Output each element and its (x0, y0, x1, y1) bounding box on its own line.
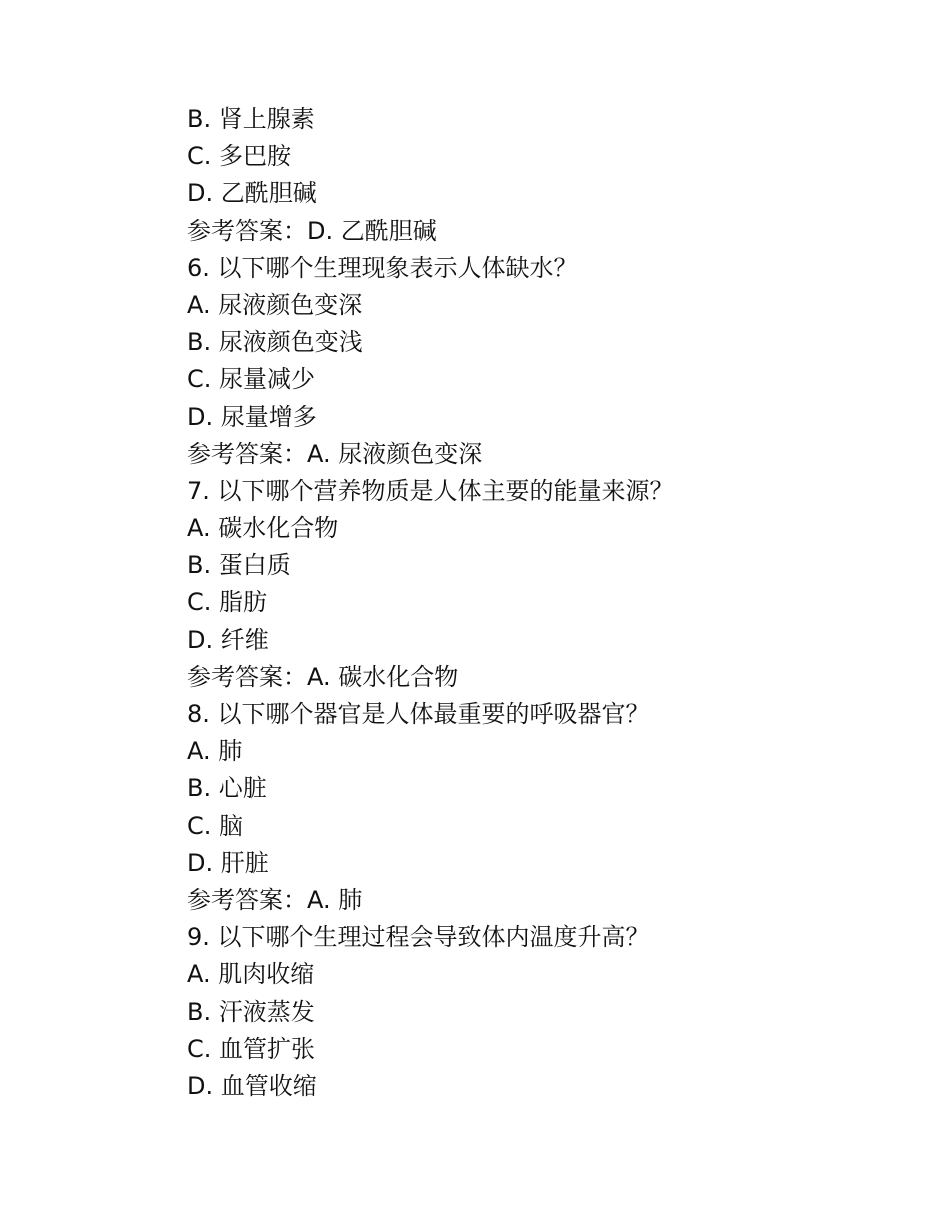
option-a-q6: A. 尿液颜色变深 (187, 290, 363, 319)
question-7: 7. 以下哪个营养物质是人体主要的能量来源？ (187, 476, 674, 505)
option-c-q6: C. 尿量减少 (187, 365, 316, 394)
option-c-q7: C. 脂肪 (187, 588, 268, 617)
option-b-q7: B. 蛋白质 (187, 551, 291, 580)
option-b-q5: B. 肾上腺素 (187, 105, 315, 133)
option-d-q6: D. 尿量增多 (187, 402, 317, 431)
option-d-q7: D. 纤维 (187, 625, 269, 654)
option-c-q5: C. 多巴胺 (187, 142, 292, 171)
option-d-q9: D. 血管收缩 (187, 1071, 317, 1100)
answer-q7: 参考答案：A. 碳水化合物 (187, 662, 459, 691)
option-b-q6: B. 尿液颜色变浅 (187, 328, 363, 357)
question-9: 9. 以下哪个生理过程会导致体内温度升高？ (187, 923, 650, 952)
question-6: 6. 以下哪个生理现象表示人体缺水？ (187, 253, 578, 282)
option-b-q9: B. 汗液蒸发 (187, 997, 315, 1026)
answer-q5: 参考答案：D. 乙酰胆碱 (187, 216, 437, 245)
option-b-q8: B. 心脏 (187, 774, 267, 803)
option-c-q8: C. 脑 (187, 811, 244, 840)
option-a-q7: A. 碳水化合物 (187, 514, 339, 543)
option-d-q5: D. 乙酰胆碱 (187, 179, 317, 208)
option-a-q9: A. 肌肉收缩 (187, 960, 315, 989)
option-a-q8: A. 肺 (187, 737, 243, 766)
question-8: 8. 以下哪个器官是人体最重要的呼吸器官？ (187, 700, 650, 728)
question-list (187, 101, 887, 1105)
answer-q8: 参考答案：A. 肺 (187, 885, 363, 914)
option-d-q8: D. 肝脏 (187, 848, 269, 877)
answer-q6: 参考答案：A. 尿液颜色变深 (187, 439, 483, 468)
option-c-q9: C. 血管扩张 (187, 1034, 316, 1063)
